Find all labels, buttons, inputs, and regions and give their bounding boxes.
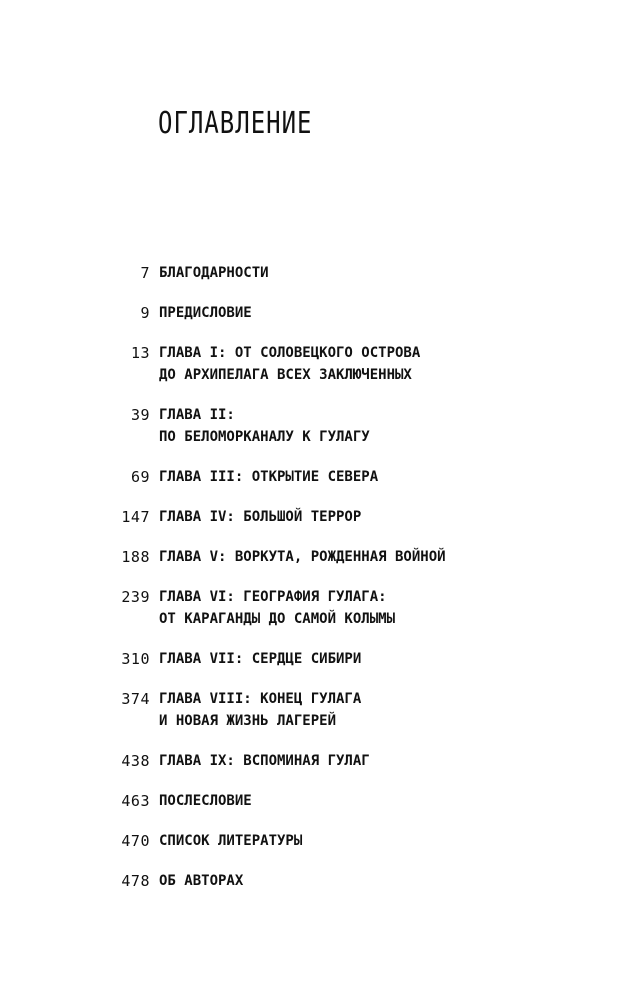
- toc-entry-title: [159, 870, 644, 892]
- toc-entry-afterword[interactable]: [0, 790, 644, 812]
- toc-page-number: 13: [130, 344, 150, 362]
- toc-page-number: 310: [121, 650, 150, 668]
- toc-entry-title: [159, 790, 644, 812]
- toc-entry-line: ГЛАВА III: ОТКРЫТИЕ СЕВЕРА: [159, 469, 379, 485]
- toc-entry-line: ГЛАВА IX: ВСПОМИНАЯ ГУЛАГ: [159, 753, 370, 769]
- toc-entry-line: ГЛАВА VIII: КОНЕЦ ГУЛАГА: [159, 691, 362, 707]
- toc-entry-chapter-8[interactable]: [0, 688, 644, 732]
- toc-entry-title: [159, 404, 644, 448]
- toc-entry-line: ОТ КАРАГАНДЫ ДО САМОЙ КОЛЫМЫ: [159, 611, 396, 627]
- toc-entry-about-authors[interactable]: [0, 870, 644, 892]
- toc-entry-title: [159, 302, 644, 324]
- toc-entry-title: [159, 546, 644, 568]
- toc-entry-title: [159, 830, 644, 852]
- toc-entry-line: ГЛАВА IV: БОЛЬШОЙ ТЕРРОР: [159, 509, 362, 525]
- toc-entry-line: ГЛАВА V: ВОРКУТА, РОЖДЕННАЯ ВОЙНОЙ: [159, 549, 446, 565]
- table-of-contents: [0, 262, 644, 910]
- toc-entry-line: ГЛАВА I: ОТ СОЛОВЕЦКОГО ОСТРОВА: [159, 345, 421, 361]
- toc-entry-chapter-6[interactable]: [0, 586, 644, 630]
- toc-entry-chapter-4[interactable]: [0, 506, 644, 528]
- toc-entry-line: ГЛАВА VII: СЕРДЦЕ СИБИРИ: [159, 651, 362, 667]
- toc-page-number: 7: [140, 264, 150, 282]
- toc-entry-line: ОБ АВТОРАХ: [159, 873, 244, 889]
- toc-entry-title: [159, 342, 644, 386]
- toc-page-number: 69: [130, 468, 150, 486]
- toc-entry-preface[interactable]: [0, 302, 644, 324]
- toc-entry-title: [159, 750, 644, 772]
- toc-page-number: 478: [121, 872, 150, 890]
- toc-entry-chapter-3[interactable]: [0, 466, 644, 488]
- toc-entry-line: БЛАГОДАРНОСТИ: [159, 265, 269, 281]
- toc-page-number: 9: [140, 304, 150, 322]
- toc-entry-acknowledgements[interactable]: [0, 262, 644, 284]
- toc-page-number: 39: [130, 406, 150, 424]
- page-title: ОГЛАВЛЕНИЕ: [158, 105, 313, 141]
- toc-entry-line: ГЛАВА VI: ГЕОГРАФИЯ ГУЛАГА:: [159, 589, 387, 605]
- toc-entry-line: ПО БЕЛОМОРКАНАЛУ К ГУЛАГУ: [159, 429, 370, 445]
- toc-entry-chapter-1[interactable]: [0, 342, 644, 386]
- toc-entry-chapter-5[interactable]: [0, 546, 644, 568]
- toc-page-number: 438: [121, 752, 150, 770]
- toc-entry-title: [159, 586, 644, 630]
- toc-entry-chapter-9[interactable]: [0, 750, 644, 772]
- toc-page-number: 147: [121, 508, 150, 526]
- toc-entry-chapter-7[interactable]: [0, 648, 644, 670]
- toc-entry-line: ГЛАВА II:: [159, 407, 235, 423]
- toc-page-number: 470: [121, 832, 150, 850]
- toc-entry-line: И НОВАЯ ЖИЗНЬ ЛАГЕРЕЙ: [159, 713, 337, 729]
- toc-entry-line: ПОСЛЕСЛОВИЕ: [159, 793, 252, 809]
- toc-page-number: 463: [121, 792, 150, 810]
- toc-entry-line: ПРЕДИСЛОВИЕ: [159, 305, 252, 321]
- toc-page-number: 188: [121, 548, 150, 566]
- toc-entry-title: [159, 466, 644, 488]
- toc-entry-line: ДО АРХИПЕЛАГА ВСЕХ ЗАКЛЮЧЕННЫХ: [159, 367, 412, 383]
- toc-entry-title: [159, 648, 644, 670]
- toc-page-number: 239: [121, 588, 150, 606]
- toc-entry-bibliography[interactable]: [0, 830, 644, 852]
- toc-entry-title: [159, 506, 644, 528]
- toc-entry-title: [159, 262, 644, 284]
- toc-entry-chapter-2[interactable]: [0, 404, 644, 448]
- toc-page-number: 374: [121, 690, 150, 708]
- toc-entry-line: СПИСОК ЛИТЕРАТУРЫ: [159, 833, 303, 849]
- toc-entry-title: [159, 688, 644, 732]
